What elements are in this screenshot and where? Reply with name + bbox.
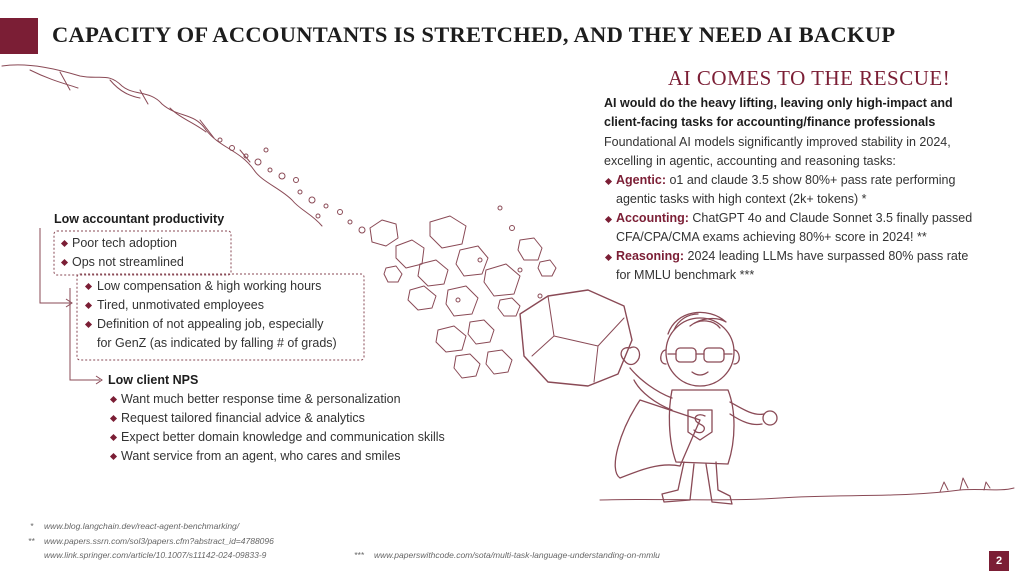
reference-marker: *** — [354, 550, 364, 560]
page-number: 2 — [989, 551, 1009, 571]
lead-line-1: AI would do the heavy lifting, leaving only high-impact and — [604, 96, 953, 110]
superhero-mascot — [615, 312, 777, 504]
bullet-agentic: Agentic: o1 and claude 3.5 show 80%+ pass rate performing — [616, 173, 956, 187]
group2-item: Tired, unmotivated employees — [97, 298, 264, 312]
falling-rocks — [370, 216, 556, 378]
cliff-slope — [2, 65, 322, 226]
big-boulder — [520, 290, 632, 386]
group1-item: Poor tech adoption — [72, 236, 177, 250]
reference-link[interactable]: www.blog.langchain.dev/react-agent-benchmarking/ — [44, 521, 240, 531]
bullet-reasoning: Reasoning: 2024 leading LLMs have surpassed 80% pass rate — [616, 249, 969, 263]
reference-marker: * — [30, 521, 34, 531]
bullet-reasoning-cont: for MMLU benchmark *** — [616, 268, 755, 282]
bullet-accounting-cont: CFA/CPA/CMA exams achieving 80%+ score in 2024! ** — [616, 230, 927, 244]
reference-link[interactable]: www.papers.ssrn.com/sol3/papers.cfm?abstract_id=4788096 — [44, 536, 274, 546]
connector-2 — [70, 288, 100, 380]
connector-1 — [40, 228, 70, 303]
nps-item: Expect better domain knowledge and communication skills — [121, 430, 445, 444]
group2-item: Definition of not appealing job, especially — [97, 317, 324, 331]
reference-marker: ** — [28, 536, 35, 546]
nps-heading: Low client NPS — [108, 373, 199, 387]
reference-link[interactable]: www.paperswithcode.com/sota/multi-task-language-understanding-on-mmlu — [374, 550, 660, 560]
intro-line-1: Foundational AI models significantly improved stability in 2024, — [604, 135, 951, 149]
rescue-heading: AI COMES TO THE RESCUE! — [668, 66, 951, 90]
bullet-accounting: Accounting: ChatGPT 4o and Claude Sonnet 3.5 finally passed — [616, 211, 973, 225]
group2-item: Low compensation & high working hours — [97, 279, 322, 293]
group1-item: Ops not streamlined — [72, 255, 184, 269]
reference-link[interactable]: www.link.springer.com/article/10.1007/s11142-024-09833-9 — [44, 550, 267, 560]
productivity-heading: Low accountant productivity — [54, 212, 225, 226]
nps-item: Want much better response time & personalization — [121, 392, 401, 406]
slide-title: CAPACITY OF ACCOUNTANTS IS STRETCHED, AND THEY NEED AI BACKUP — [52, 22, 896, 47]
lead-line-2: client-facing tasks for accounting/finance professionals — [604, 115, 936, 129]
group2-item-cont: for GenZ (as indicated by falling # of grads) — [97, 336, 337, 350]
nps-item: Want service from an agent, who cares and smiles — [121, 449, 401, 463]
bullet-agentic-cont: agentic tasks with high context (2k+ tokens) * — [616, 192, 867, 206]
nps-item: Request tailored financial advice & analytics — [121, 411, 365, 425]
intro-line-2: excelling in agentic, accounting and reasoning tasks: — [604, 154, 896, 168]
